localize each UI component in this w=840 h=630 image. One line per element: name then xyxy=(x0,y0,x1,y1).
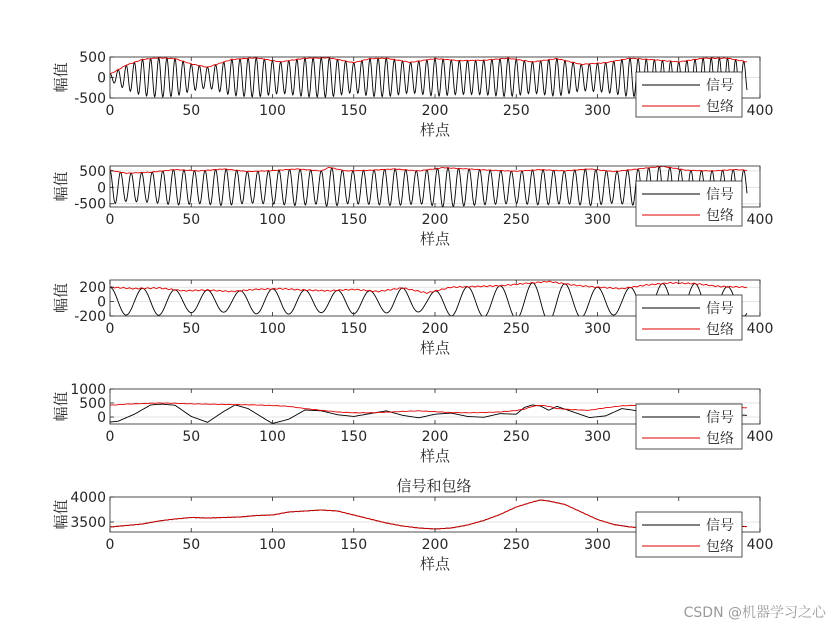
x-tick-label: 400 xyxy=(746,103,774,119)
x-tick-label: 50 xyxy=(182,103,201,119)
y-tick-label: 0 xyxy=(97,180,106,197)
y-tick-label: 500 xyxy=(79,50,106,66)
x-tick-label: 0 xyxy=(105,429,115,445)
x-axis-label: 样点 xyxy=(419,121,451,139)
y-tick-label: 3500 xyxy=(70,515,106,531)
y-axis-label: 幅值 xyxy=(52,282,70,314)
x-tick-label: 200 xyxy=(421,212,449,228)
x-tick-label: 150 xyxy=(340,321,368,337)
legend-label: 包络 xyxy=(706,322,734,338)
x-tick-label: 150 xyxy=(340,429,368,445)
y-axis-label: 幅值 xyxy=(52,391,70,422)
legend xyxy=(636,181,742,226)
chart-title: 信号和包络 xyxy=(396,477,472,495)
legend-label: 包络 xyxy=(706,539,734,555)
x-tick-label: 300 xyxy=(584,212,611,228)
x-tick-label: 150 xyxy=(340,212,368,228)
legend-label: 信号 xyxy=(706,78,734,94)
x-tick-label: 150 xyxy=(340,103,368,119)
y-tick-label: -500 xyxy=(74,91,106,107)
x-tick-label: 100 xyxy=(259,103,286,119)
x-tick-label: 100 xyxy=(259,321,286,337)
x-tick-label: 250 xyxy=(502,321,530,337)
legend-label: 信号 xyxy=(706,187,734,203)
x-tick-label: 400 xyxy=(746,429,774,445)
x-tick-label: 300 xyxy=(584,537,611,553)
subplot-2 xyxy=(52,164,773,248)
y-tick-label: -500 xyxy=(74,196,106,213)
legend-label: 信号 xyxy=(706,301,734,317)
x-tick-label: 250 xyxy=(502,429,530,445)
subplot-5 xyxy=(52,490,773,573)
y-tick-label: 200 xyxy=(79,280,106,297)
x-tick-label: 0 xyxy=(105,212,115,228)
x-tick-label: 0 xyxy=(105,103,115,119)
x-tick-label: 50 xyxy=(182,212,201,228)
y-tick-label: 0 xyxy=(97,410,106,426)
x-tick-label: 250 xyxy=(502,212,530,228)
y-tick-label: 500 xyxy=(79,163,106,180)
x-tick-label: 200 xyxy=(421,429,449,445)
legend-label: 包络 xyxy=(706,208,734,224)
y-tick-label: 1000 xyxy=(70,382,106,398)
x-tick-label: 250 xyxy=(502,103,530,119)
x-tick-label: 400 xyxy=(746,212,774,228)
x-axis-label: 样点 xyxy=(419,230,451,248)
x-tick-label: 50 xyxy=(182,537,201,553)
y-axis-label: 幅值 xyxy=(52,171,70,202)
legend xyxy=(636,512,742,557)
x-axis-label: 样点 xyxy=(419,339,451,357)
legend-label: 信号 xyxy=(706,410,734,426)
subplot-4 xyxy=(52,382,773,465)
subplot-1 xyxy=(52,50,773,139)
x-tick-label: 250 xyxy=(502,537,530,553)
x-axis-label: 样点 xyxy=(419,555,451,573)
y-tick-label: 500 xyxy=(79,396,106,412)
x-tick-label: 50 xyxy=(182,429,201,445)
subplot-3 xyxy=(52,280,773,357)
x-tick-label: 0 xyxy=(105,537,115,553)
x-tick-label: 150 xyxy=(340,537,368,553)
x-tick-label: 100 xyxy=(259,212,286,228)
watermark: CSDN @机器学习之心 xyxy=(683,605,826,621)
x-tick-label: 50 xyxy=(182,321,201,337)
x-tick-label: 300 xyxy=(584,429,611,445)
y-axis-label: 幅值 xyxy=(52,499,70,530)
x-tick-label: 0 xyxy=(105,321,115,337)
legend xyxy=(636,295,742,340)
legend-label: 信号 xyxy=(706,518,734,534)
x-tick-label: 300 xyxy=(584,103,611,119)
x-tick-label: 300 xyxy=(584,321,611,337)
legend xyxy=(636,404,742,449)
x-tick-label: 400 xyxy=(746,537,774,553)
x-tick-label: 200 xyxy=(421,537,449,553)
y-tick-label: 0 xyxy=(97,70,106,87)
y-tick-label: 0 xyxy=(97,294,106,311)
y-tick-label: 4000 xyxy=(70,490,106,506)
x-tick-label: 100 xyxy=(259,537,286,553)
legend xyxy=(636,72,742,117)
legend-label: 包络 xyxy=(706,431,734,447)
x-tick-label: 100 xyxy=(259,429,286,445)
y-axis-label: 幅值 xyxy=(52,62,70,93)
x-tick-label: 200 xyxy=(421,103,449,119)
x-axis-label: 样点 xyxy=(419,447,451,465)
x-tick-label: 400 xyxy=(746,321,774,337)
x-tick-label: 200 xyxy=(421,321,449,337)
legend-label: 包络 xyxy=(706,99,734,115)
y-tick-label: -200 xyxy=(74,309,106,325)
